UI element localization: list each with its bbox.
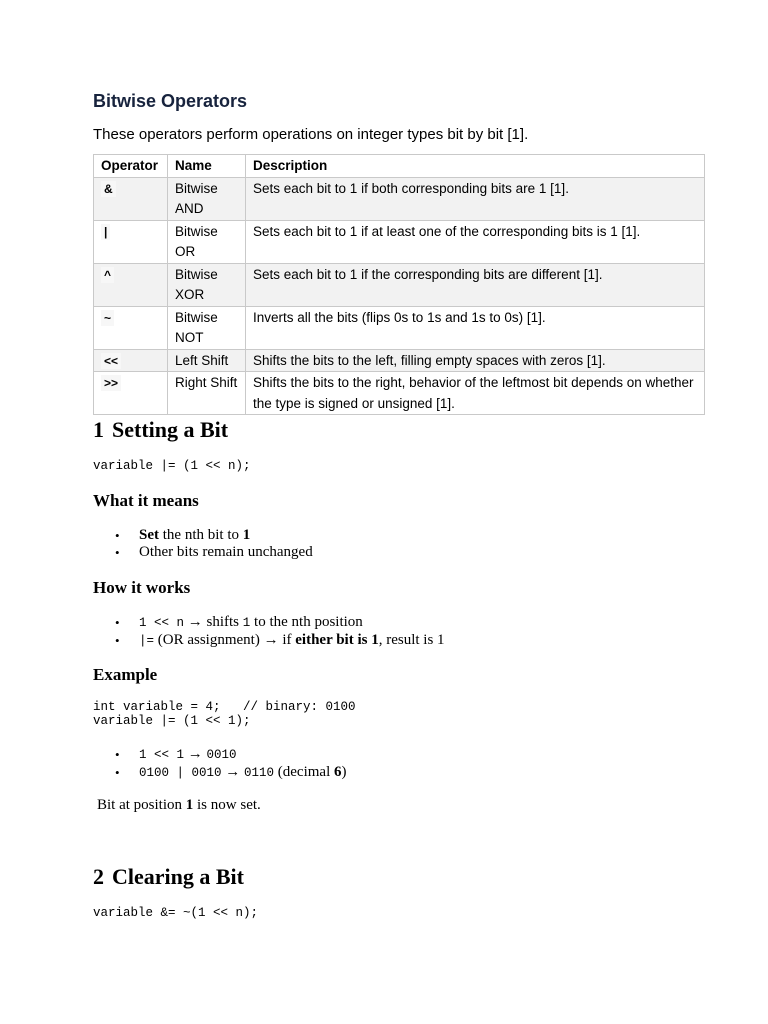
section-number: 2 — [93, 864, 104, 889]
subheading-example: Example — [93, 665, 158, 684]
operator-cell — [94, 349, 168, 372]
table-row — [94, 306, 705, 349]
operator-code: << — [101, 353, 121, 369]
table-row — [94, 177, 705, 220]
section-title: Clearing a Bit — [112, 864, 244, 889]
page-title: Bitwise Operators — [93, 91, 248, 111]
list-item: • Set the nth bit to 1 — [93, 527, 313, 544]
description-cell: Inverts all the bits (flips 0s to 1s and 1s to 0s) [1]. — [246, 306, 705, 349]
operator-code: >> — [101, 375, 121, 391]
operator-cell — [94, 220, 168, 263]
name-cell: Bitwise XOR — [168, 263, 246, 306]
section-heading-setting-bit — [93, 417, 228, 443]
operators-table — [93, 154, 705, 415]
table-header-row — [94, 155, 705, 178]
list-item: • 1 << n → shifts 1 to the nth position — [93, 614, 445, 632]
what-it-means-list — [93, 527, 313, 561]
operator-cell — [94, 372, 168, 415]
operator-code: ^ — [101, 267, 114, 283]
operator-cell — [94, 177, 168, 220]
list-item: • 1 << 1 → 0010 — [93, 746, 347, 764]
name-cell: Bitwise AND — [168, 177, 246, 220]
header-operator: Operator — [94, 155, 168, 178]
section-heading-clearing-bit — [93, 864, 244, 890]
description-cell: Shifts the bits to the left, filling empty spaces with zeros [1]. — [246, 349, 705, 372]
name-cell: Bitwise NOT — [168, 306, 246, 349]
section-title: Setting a Bit — [112, 417, 229, 442]
intro-paragraph: These operators perform operations on integer types bit by bit [1]. — [93, 126, 529, 143]
subheading-what-it-means: What it means — [93, 491, 199, 510]
operator-code: & — [101, 181, 116, 197]
table-row — [94, 263, 705, 306]
subheading-how-it-works: How it works — [93, 578, 191, 597]
code-line: variable |= (1 << 1); — [93, 714, 251, 728]
section-number: 1 — [93, 417, 104, 442]
name-cell: Bitwise OR — [168, 220, 246, 263]
example-list — [93, 746, 347, 782]
operator-code: | — [101, 224, 110, 240]
list-item: • Other bits remain unchanged — [93, 544, 313, 561]
header-name: Name — [168, 155, 246, 178]
operator-code: ~ — [101, 310, 114, 326]
header-description: Description — [246, 155, 705, 178]
description-cell: Shifts the bits to the right, behavior of the leftmost bit depends on whether the type is signed or unsigned [1]. — [246, 372, 705, 415]
operator-cell — [94, 306, 168, 349]
code-block-example — [93, 700, 356, 728]
list-item: • 0100 | 0010 → 0110 (decimal 6) — [93, 764, 347, 782]
description-cell: Sets each bit to 1 if at least one of the corresponding bits is 1 [1]. — [246, 220, 705, 263]
table-row — [94, 349, 705, 372]
code-block-set: variable |= (1 << n); — [93, 459, 251, 473]
code-block-clear: variable &= ~(1 << n); — [93, 906, 259, 920]
description-cell: Sets each bit to 1 if both corresponding bits are 1 [1]. — [246, 177, 705, 220]
code-line: int variable = 4; // binary: 0100 — [93, 700, 356, 714]
table-row — [94, 372, 705, 415]
result-paragraph: Bit at position 1 is now set. — [97, 797, 261, 813]
table-row — [94, 220, 705, 263]
list-item: • |= (OR assignment) → if either bit is 1, result is 1 — [93, 632, 445, 650]
how-it-works-list — [93, 614, 445, 650]
operator-cell — [94, 263, 168, 306]
name-cell: Right Shift — [168, 372, 246, 415]
description-cell: Sets each bit to 1 if the corresponding bits are different [1]. — [246, 263, 705, 306]
name-cell: Left Shift — [168, 349, 246, 372]
